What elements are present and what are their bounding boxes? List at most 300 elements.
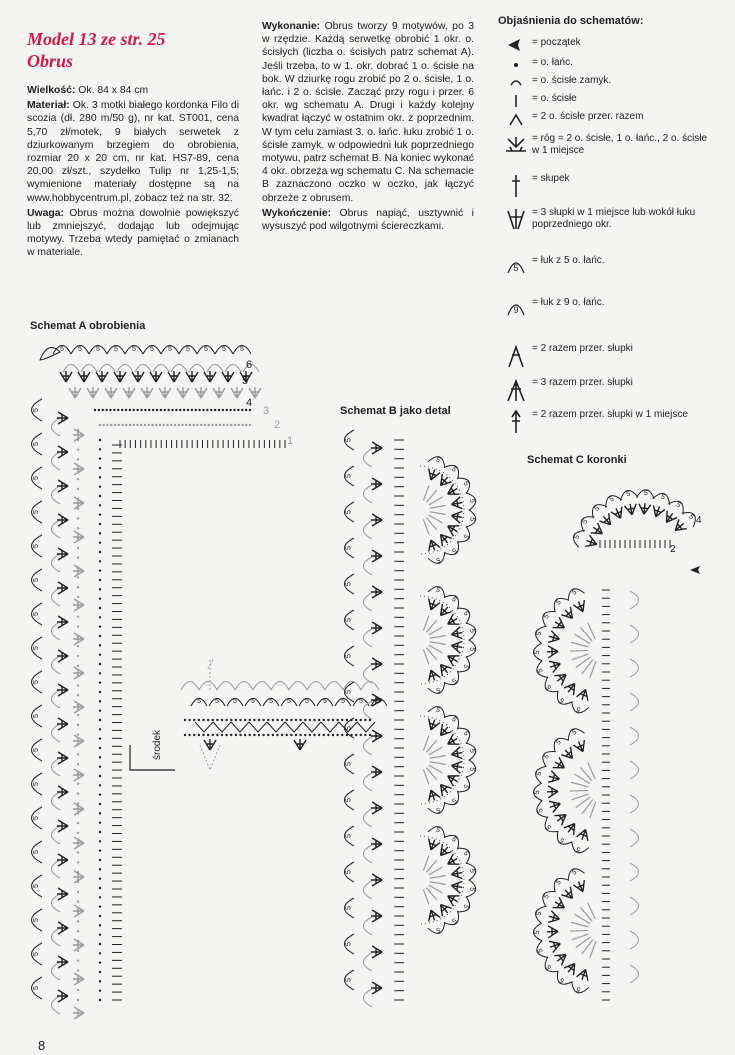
chain-dot-icon (212, 719, 214, 721)
svg-text:5: 5 (573, 534, 582, 541)
chain-dot-icon (267, 719, 269, 721)
chain-dot-icon (394, 504, 396, 506)
three-treble-fan-icon (57, 548, 68, 560)
arc5-icon (345, 502, 355, 522)
chain-dot-icon (77, 448, 79, 450)
arc5-icon (363, 845, 372, 863)
svg-text:5: 5 (468, 516, 476, 522)
svg-text:5: 5 (33, 782, 41, 786)
chain-dot-icon (99, 924, 101, 926)
legend-text: = róg = 2 o. ścisłe, 1 o. łańc., 2 o. ścisłe w 1 miejsce (532, 133, 708, 156)
chain-dot-icon (234, 424, 236, 426)
round-number: 5 (242, 375, 249, 387)
chain-dot-icon (136, 409, 138, 411)
svg-text:5: 5 (575, 984, 582, 993)
svg-text:5: 5 (542, 893, 551, 901)
svg-text:5: 5 (345, 510, 353, 514)
three-treble-fan-icon (132, 371, 144, 382)
arc5-icon (428, 704, 448, 718)
chain-dot-icon (99, 653, 101, 655)
three-treble-fan-icon (57, 888, 68, 900)
chain-dot-icon (121, 424, 123, 426)
svg-text:5: 5 (555, 878, 563, 887)
arc5-icon (630, 761, 639, 779)
svg-text:5: 5 (305, 698, 309, 706)
three-treble-fan-icon (73, 633, 84, 645)
chain-dot-icon (113, 409, 115, 411)
three-treble-fan-icon (141, 387, 153, 398)
svg-text:5: 5 (461, 610, 470, 618)
arc5-icon (553, 831, 573, 849)
treble-icon (429, 627, 443, 635)
three-treble-fan-icon (554, 810, 570, 826)
svg-text:5: 5 (251, 698, 255, 706)
chain-dot-icon (364, 734, 366, 736)
arc5-icon (541, 817, 558, 837)
svg-text:5: 5 (150, 345, 154, 353)
three-treble-fan-icon (450, 760, 463, 774)
three-treble-fan-icon (445, 771, 461, 787)
svg-text:5: 5 (450, 916, 458, 925)
chain-dot-icon (394, 467, 396, 469)
three-treble-fan-icon (445, 613, 461, 629)
chain-dot-icon (77, 694, 79, 696)
arc5-icon (51, 656, 60, 674)
arc5-icon (363, 485, 372, 503)
svg-text:5: 5 (542, 613, 551, 621)
chain-dot-icon (225, 719, 227, 721)
treble-icon (426, 860, 436, 872)
chain-dot-icon (188, 719, 190, 721)
svg-text:5: 5 (468, 868, 476, 874)
chain-dot-icon (394, 821, 396, 823)
arc5-icon (569, 701, 589, 715)
chain-dot-icon (151, 424, 153, 426)
chain-dot-icon (174, 424, 176, 426)
treble-icon (570, 930, 588, 931)
three-treble-fan-icon (561, 606, 577, 622)
chain-dot-icon (394, 840, 396, 842)
legend-text: = 2 razem przer. słupki (532, 343, 633, 354)
chain-dot-icon (394, 672, 396, 674)
svg-text:5: 5 (434, 826, 442, 835)
three-treble-fan-icon (552, 897, 568, 913)
legend-text: = 2 razem przer. słupki w 1 miejsce (532, 409, 688, 420)
chain-dot-icon (106, 424, 108, 426)
chain-dot-icon (160, 409, 162, 411)
three-treble-fan-icon (78, 371, 90, 382)
chain-dot-icon (77, 714, 79, 716)
chain-dot-icon (210, 409, 212, 411)
chain-dot-icon (110, 424, 112, 426)
three-treble-fan-icon (186, 371, 198, 382)
svg-text:5: 5 (33, 578, 41, 582)
chain-dot-icon (202, 409, 204, 411)
three-treble-fan-icon (563, 680, 579, 696)
three-treble-fan-icon (436, 781, 452, 797)
treble-icon (423, 519, 428, 534)
svg-text:5: 5 (533, 790, 541, 795)
chain-dot-icon (235, 719, 237, 721)
arc5-icon (32, 399, 42, 421)
arc5-icon (630, 693, 639, 711)
chain-dot-icon (99, 896, 101, 898)
svg-text:5: 5 (33, 680, 41, 684)
chain-dot-icon (394, 989, 396, 991)
arc5-icon (533, 923, 542, 941)
svg-text:5: 5 (345, 690, 353, 694)
arc5-icon (363, 737, 372, 755)
chain-dot-icon (198, 719, 200, 721)
chain-dot-icon (394, 663, 396, 665)
chain-dot-icon (77, 871, 79, 873)
chain-dot-icon (77, 635, 79, 637)
chain-dot-icon (332, 734, 334, 736)
chain-dot-icon (109, 409, 111, 411)
chain-dot-icon (230, 424, 232, 426)
chain-dot-icon (290, 719, 292, 721)
chain-dot-icon (249, 719, 251, 721)
three-treble-fan-icon (114, 371, 126, 382)
arc5-icon (428, 824, 448, 838)
arc5-icon (457, 724, 473, 744)
three-treble-fan-icon (204, 371, 216, 382)
three-treble-fan-icon (57, 820, 68, 832)
chain-dot-icon (394, 793, 396, 795)
chain-dot-icon (394, 896, 396, 898)
svg-text:5: 5 (96, 345, 100, 353)
svg-text:5: 5 (186, 345, 190, 353)
arc5-icon (345, 934, 355, 954)
chain-dot-icon (129, 424, 131, 426)
chain-dot-icon (214, 409, 216, 411)
chain-dot-icon (394, 644, 396, 646)
chain-dot-icon (272, 719, 274, 721)
arc5-icon (457, 844, 473, 864)
chain-dot-icon (208, 424, 210, 426)
svg-text:5: 5 (450, 465, 458, 474)
chain-dot-icon (394, 625, 396, 627)
treble-icon (571, 922, 588, 927)
arc5-icon (550, 874, 569, 892)
chain-dot-icon (77, 733, 79, 735)
three-treble-fan-icon (150, 371, 162, 382)
chain-dot-icon (77, 881, 79, 883)
round-number: 4 (246, 397, 253, 409)
arc5-icon (281, 698, 297, 706)
chain-dot-icon (253, 734, 255, 736)
arc5-icon (565, 586, 585, 601)
three-treble-fan-icon (57, 582, 68, 594)
chain-dot-icon (156, 409, 158, 411)
svg-text:5: 5 (323, 698, 327, 706)
arc5-icon (653, 491, 673, 505)
three-treble-fan-icon (548, 938, 562, 953)
svg-text:5: 5 (233, 698, 237, 706)
middle-text: Obrus tworzy 9 motywów, po 3 w rzędzie. Każdą serwetkę obrobić 1 okr. o. ścisłych (liczba o. ścisłych patrz schemat A). Jeśli trzeba, to w 1. okr. dobrać 1 o. ścisłe na bok. W dziurkę rogu zrobić po 2 o. ścisłe, 1 o. łańc. i 2 o. ścisłe. Zacząć przy rogu i przer. 6 okr. wg schematu A. Drugi i każdy kolejny kwadrat łączyć w ostatnim okr. z poprzednim. W tym celu zamiast 3. o. łańc. łuku zrobić 1 o. ścisłe zamyk. w odpowiedni łuk poprzedniego motywu, patrz schemat B. Na koniec wykonać 4 okr. obrzeża wg schematu C. Na schemacie B zaznaczono oczko w oczko, jak łączyć obrzeże z obrusem. (262, 21, 474, 204)
chain-dot-icon (171, 409, 173, 411)
arc5-icon (466, 759, 478, 778)
svg-text:5: 5 (60, 345, 64, 353)
three-treble-fan-icon (576, 967, 591, 981)
chain-dot-icon (394, 588, 396, 590)
arc5-icon (32, 569, 42, 591)
arc5-icon (533, 624, 546, 644)
arc5-icon (71, 345, 89, 354)
chain-dot-icon (77, 586, 79, 588)
svg-text:5: 5 (359, 698, 363, 706)
chain-dot-icon (103, 424, 105, 426)
arc5-icon (577, 512, 594, 532)
svg-text:5: 5 (450, 715, 458, 724)
svg-text:5: 5 (468, 498, 476, 504)
arc5-icon (51, 622, 60, 640)
svg-text:5: 5 (450, 676, 458, 685)
arc5-icon (534, 800, 548, 820)
svg-text:5: 5 (345, 546, 353, 550)
svg-text:5: 5 (168, 345, 172, 353)
treble-icon (590, 801, 596, 818)
arc5-icon (32, 943, 42, 965)
arc5-icon (533, 904, 546, 924)
chain-dot-icon (77, 507, 79, 509)
svg-text:5: 5 (533, 930, 541, 935)
svg-text:5: 5 (461, 730, 470, 738)
chain-dot-icon (239, 719, 241, 721)
arc5-icon (363, 809, 372, 827)
chain-dot-icon (341, 719, 343, 721)
svg-text:5: 5 (558, 696, 566, 705)
chain-dot-icon (313, 734, 315, 736)
chain-dot-icon (394, 775, 396, 777)
treble-icon (423, 736, 428, 751)
arc5-icon (32, 535, 42, 557)
three-treble-fan-icon (547, 770, 561, 784)
chain-dot-icon (77, 468, 79, 470)
chain-dot-icon (187, 409, 189, 411)
arc5-icon (533, 643, 542, 661)
chain-dot-icon (77, 625, 79, 627)
chain-dot-icon (394, 756, 396, 758)
treble-icon (430, 505, 446, 508)
chain-dot-icon (394, 728, 396, 730)
treble-icon (426, 620, 436, 632)
svg-text:5: 5 (345, 762, 353, 766)
svg-text:5: 5 (468, 766, 476, 772)
arc5-icon (225, 364, 241, 372)
chain-dot-icon (77, 429, 79, 431)
three-treble-fan-icon (561, 886, 577, 902)
chain-dot-icon (394, 607, 396, 609)
chain-dot-icon (99, 560, 101, 562)
treble-icon (429, 747, 443, 755)
arc5-icon (51, 452, 60, 470)
arc5-icon (444, 591, 463, 609)
chain-dot-icon (77, 576, 79, 578)
chain-dot-icon (394, 439, 396, 441)
chain-dot-icon (77, 851, 79, 853)
arc5-icon (51, 520, 60, 538)
svg-text:5: 5 (461, 532, 470, 540)
svg-text:5: 5 (461, 902, 470, 910)
chain-dot-icon (244, 734, 246, 736)
three-treble-fan-icon (371, 658, 382, 670)
chain-dot-icon (99, 448, 101, 450)
chain-dot-icon (221, 734, 223, 736)
chain-dot-icon (99, 980, 101, 982)
svg-text:5: 5 (33, 918, 41, 922)
arc5-icon (668, 497, 688, 514)
treble-icon (423, 769, 428, 784)
chain-dot-icon (178, 424, 180, 426)
chain-dot-icon (304, 719, 306, 721)
chain-dot-icon (394, 933, 396, 935)
chain-dot-icon (166, 424, 168, 426)
chain-dot-icon (77, 606, 79, 608)
chain-dot-icon (77, 704, 79, 706)
three-treble-fan-icon (73, 973, 84, 985)
left-label: Materiał: (27, 100, 70, 112)
chain-dot-icon (235, 734, 237, 736)
chain-dot-icon (394, 737, 396, 739)
three-treble-fan-icon (610, 506, 626, 521)
treble-icon (590, 661, 596, 678)
arc5-icon (191, 698, 207, 706)
chain-dot-icon (295, 734, 297, 736)
chain-dot-icon (253, 719, 255, 721)
svg-text:5: 5 (434, 586, 442, 595)
arc5-icon (363, 593, 372, 611)
chain-dot-icon (198, 409, 200, 411)
model-name: Obrus (27, 51, 74, 71)
svg-text:5: 5 (269, 698, 273, 706)
arc5-icon (32, 739, 42, 761)
three-treble-fan-icon (294, 739, 306, 750)
arc5-icon (630, 931, 639, 949)
chain-dot-icon (218, 409, 220, 411)
three-treble-fan-icon (561, 746, 577, 762)
arc5-icon (217, 681, 235, 690)
chain-dot-icon (77, 665, 79, 667)
three-treble-fan-icon (436, 723, 452, 739)
chain-dot-icon (77, 655, 79, 657)
chain-dot-icon (77, 439, 79, 441)
chain-dot-icon (394, 457, 396, 459)
chain-dot-icon (304, 734, 306, 736)
chain-dot-icon (212, 734, 214, 736)
arc5-icon (345, 898, 355, 918)
join-strip-diagram (181, 660, 387, 770)
chain-dot-icon (99, 719, 101, 721)
chain-dot-icon (99, 681, 101, 683)
arc5-icon (630, 965, 639, 983)
chain-dot-icon (394, 551, 396, 553)
chain-dot-icon (99, 495, 101, 497)
three-treble-fan-icon (60, 371, 72, 382)
svg-text:5: 5 (468, 748, 476, 754)
arc5-icon (363, 629, 372, 647)
three-treble-fan-icon (547, 925, 558, 937)
treble-icon (429, 645, 443, 653)
chain-dot-icon (99, 625, 101, 627)
chain-dot-icon (99, 663, 101, 665)
three-treble-fan-icon (123, 387, 135, 398)
arc5-icon (345, 574, 355, 594)
three-treble-fan-icon (425, 468, 440, 482)
chain-dot-icon (355, 734, 357, 736)
chain-dot-icon (360, 734, 362, 736)
chain-dot-icon (99, 467, 101, 469)
arc5-icon (51, 894, 60, 912)
chain-dot-icon (223, 424, 225, 426)
arc5-icon (197, 345, 215, 354)
chain-dot-icon (318, 734, 320, 736)
legend-text: = łuk z 5 o. łańc. (532, 255, 605, 266)
chain-dot-icon (394, 868, 396, 870)
chain-dot-icon (394, 560, 396, 562)
chain-dot-icon (98, 409, 100, 411)
chain-dot-icon (221, 719, 223, 721)
arc5-icon (143, 345, 161, 354)
svg-text:5: 5 (674, 501, 682, 510)
three-treble-fan-icon (57, 412, 68, 424)
chain-dot-icon (99, 887, 101, 889)
chain-dot-icon (290, 734, 292, 736)
arc5-icon (541, 677, 558, 697)
chain-dot-icon (99, 849, 101, 851)
three-treble-fan-icon (445, 733, 461, 749)
chain-dot-icon (309, 719, 311, 721)
treble-icon (429, 765, 443, 773)
arc5-icon (235, 681, 253, 690)
three-treble-fan-icon (436, 661, 452, 677)
chain-dot-icon (364, 719, 366, 721)
svg-text:5: 5 (33, 850, 41, 854)
svg-text:5: 5 (513, 263, 519, 273)
arc5-icon (444, 791, 463, 809)
three-treble-fan-icon (576, 827, 591, 841)
arc5-icon (325, 681, 343, 690)
chain-dot-icon (183, 409, 185, 411)
three-treble-fan-icon (371, 622, 382, 634)
treble-icon (423, 856, 428, 871)
svg-text:5: 5 (345, 906, 353, 910)
svg-text:5: 5 (345, 438, 353, 442)
arc5-icon (51, 792, 60, 810)
three-treble-fan-icon (371, 442, 382, 454)
legend-text: = o. ścisłe (532, 93, 577, 104)
chain-dot-icon (394, 495, 396, 497)
arc5-icon (428, 922, 448, 936)
arc5-icon (135, 364, 151, 372)
svg-text:5: 5 (468, 628, 476, 634)
arc5-icon (51, 826, 60, 844)
three-treble-fan-icon (57, 718, 68, 730)
schema-c-diagram (533, 489, 702, 1000)
round-number: 6 (246, 359, 253, 371)
svg-text:5: 5 (33, 646, 41, 650)
svg-text:5: 5 (434, 805, 442, 814)
arc5-icon (363, 665, 372, 683)
three-treble-fan-icon (96, 371, 108, 382)
three-treble-fan-icon (436, 901, 452, 917)
chain-dot-icon (226, 409, 228, 411)
chain-dot-icon (99, 803, 101, 805)
chain-dot-icon (369, 719, 371, 721)
chain-dot-icon (207, 719, 209, 721)
chain-dot-icon (258, 719, 260, 721)
arc5-icon (233, 345, 251, 354)
